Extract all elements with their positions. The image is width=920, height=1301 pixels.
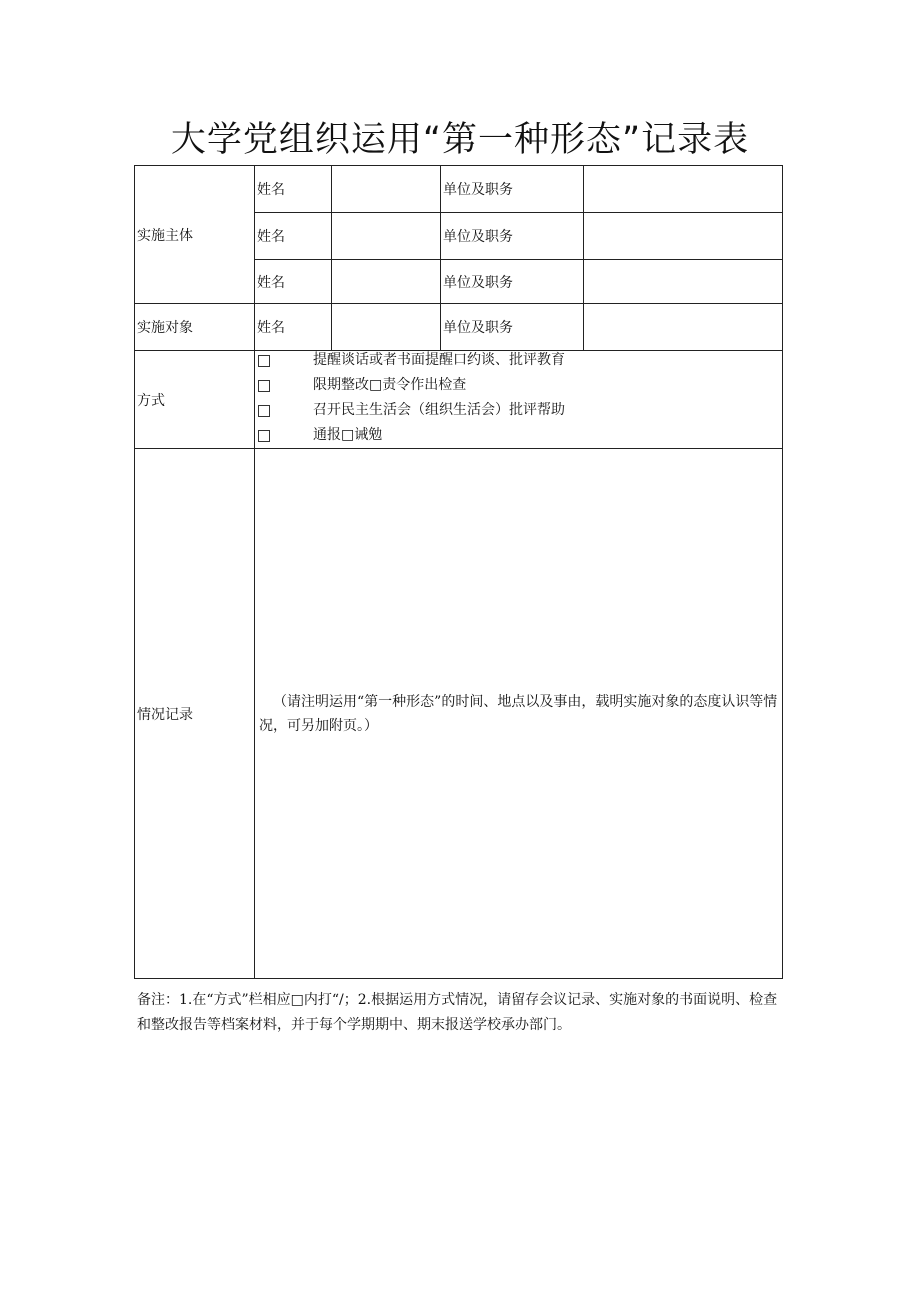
footnote: 备注：1.在“方式”栏相应□内打“/；2.根据运用方式情况，请留存会议记录、实施对象的书面说明、检查和整改报告等档案材料，并于每个学期期中、期末报送学校承办部门。 (137, 992, 778, 1033)
target-label: 实施对象 (135, 304, 255, 351)
record-label: 情况记录 (135, 449, 255, 979)
implementer-unit-field-3[interactable] (584, 260, 783, 304)
method-option-label: 召开民主生活会（组织生活会）批评帮助 (313, 402, 565, 418)
implementer-name-field-3[interactable] (332, 260, 441, 304)
method-options (255, 351, 783, 449)
target-row (135, 304, 783, 351)
name-label: 姓名 (255, 304, 332, 351)
implementer-name-field-2[interactable] (332, 213, 441, 260)
target-unit-field[interactable] (584, 304, 783, 351)
record-field[interactable] (255, 449, 783, 979)
method-option-label: 限期整改□责令作出检查 (313, 377, 467, 393)
checkbox[interactable] (258, 430, 270, 442)
method-row (135, 351, 783, 449)
unit-position-label: 单位及职务 (441, 166, 584, 213)
implementer-label: 实施主体 (135, 166, 255, 304)
record-hint: （请注明运用“第一种形态”的时间、地点以及事由，载明实施对象的态度认识等情况，可另加附页。） (259, 693, 778, 734)
implementer-unit-field-2[interactable] (584, 213, 783, 260)
implementer-name-field-1[interactable] (332, 166, 441, 213)
name-label: 姓名 (255, 260, 332, 304)
method-option[interactable] (255, 351, 782, 374)
name-label: 姓名 (255, 166, 332, 213)
implementer-row-1 (135, 166, 783, 213)
method-label: 方式 (135, 351, 255, 449)
unit-position-label: 单位及职务 (441, 304, 584, 351)
unit-position-label: 单位及职务 (441, 213, 584, 260)
method-option[interactable] (255, 423, 782, 448)
checkbox[interactable] (258, 380, 270, 392)
target-name-field[interactable] (332, 304, 441, 351)
record-form-table (134, 165, 783, 979)
method-option[interactable] (255, 398, 782, 423)
checkbox[interactable] (258, 355, 270, 367)
implementer-unit-field-1[interactable] (584, 166, 783, 213)
method-option[interactable] (255, 373, 782, 398)
method-option-label: 提醒谈话或者书面提醒口约谈、批评教育 (313, 352, 565, 368)
unit-position-label: 单位及职务 (441, 260, 584, 304)
name-label: 姓名 (255, 213, 332, 260)
record-row (135, 449, 783, 979)
method-option-label: 通报□诫勉 (313, 427, 383, 443)
checkbox[interactable] (258, 405, 270, 417)
form-title: 大学党组织运用“第一种形态”记录表 (170, 120, 750, 160)
